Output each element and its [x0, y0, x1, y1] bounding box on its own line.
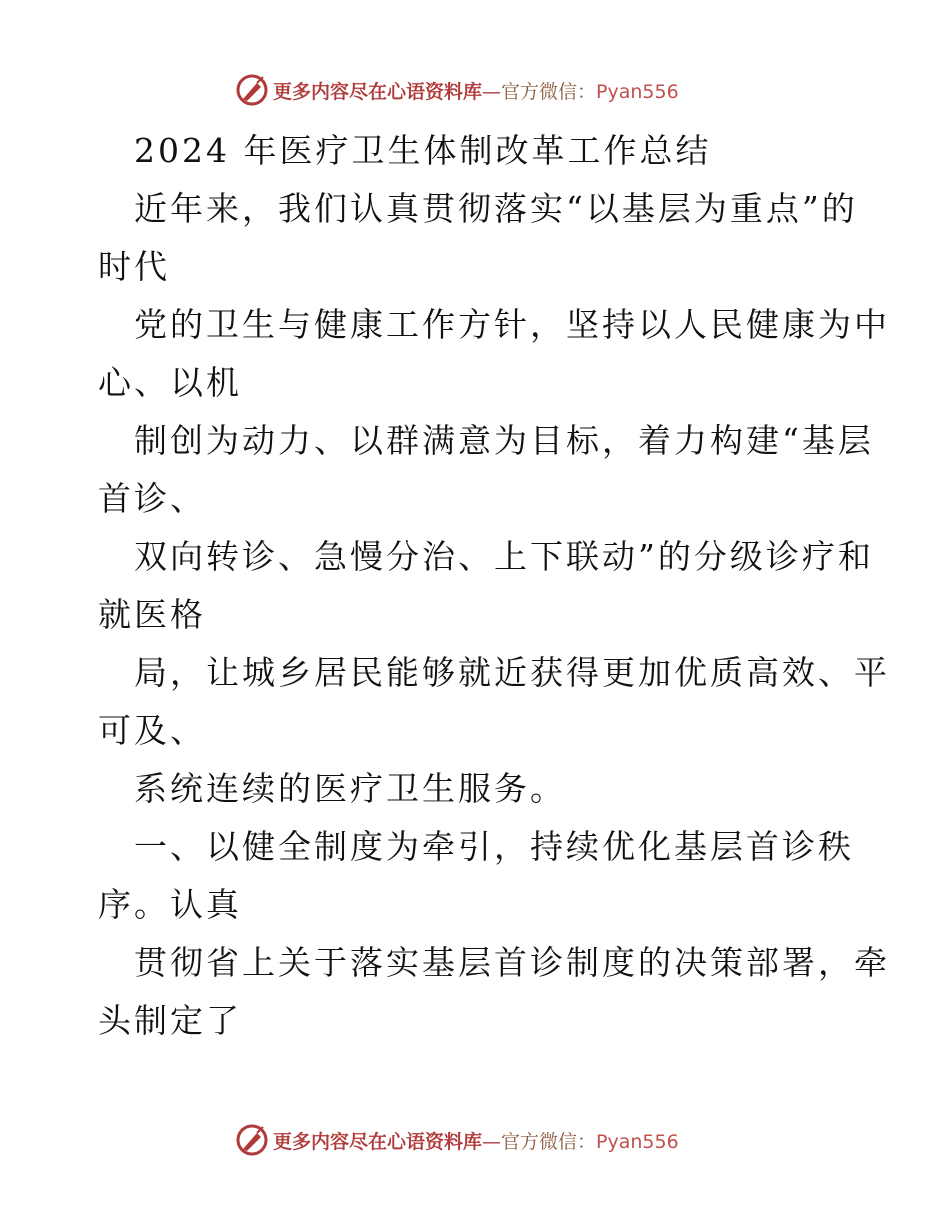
watermark-site: 更多内容尽在心语资料库 — [273, 80, 483, 103]
text-line: 党的卫生与健康工作方针，坚持以人民健康为中 — [134, 305, 890, 344]
watermark-label: 官方微信： — [501, 80, 597, 103]
watermark-label: 官方微信： — [501, 1130, 597, 1153]
quill-seal-icon — [235, 1123, 269, 1157]
text-line: 就医格 — [98, 595, 206, 634]
header-watermark — [235, 70, 715, 110]
watermark-id: Pyan556 — [596, 80, 679, 103]
watermark-id: Pyan556 — [596, 1130, 679, 1153]
text-line: 制创为动力、以群满意为目标，着力构建“基层 — [134, 421, 874, 460]
quill-seal-icon — [235, 73, 269, 107]
footer-watermark — [235, 1120, 715, 1160]
text-line: 时代 — [98, 247, 170, 286]
watermark-dash: — — [482, 1130, 502, 1153]
text-line: 一、以健全制度为牵引，持续优化基层首诊秩 — [134, 827, 854, 866]
text-line: 双向转诊、急慢分治、上下联动”的分级诊疗和 — [134, 537, 874, 576]
document-title: 2024 年医疗卫生体制改革工作总结 — [134, 131, 712, 170]
text-line: 首诊、 — [98, 479, 206, 518]
text-line: 系统连续的医疗卫生服务。 — [134, 769, 566, 808]
watermark-dash: — — [482, 80, 502, 103]
watermark-site: 更多内容尽在心语资料库 — [273, 1130, 483, 1153]
text-line: 近年来，我们认真贯彻落实“以基层为重点”的 — [134, 189, 858, 228]
document-body — [98, 122, 890, 1050]
text-line: 贯彻省上关于落实基层首诊制度的决策部署，牵 — [134, 943, 890, 982]
text-line: 局，让城乡居民能够就近获得更加优质高效、平 — [134, 653, 890, 692]
watermark-text — [273, 77, 679, 104]
text-line: 头制定了 — [98, 1001, 242, 1040]
paragraph-lines — [98, 180, 890, 1050]
watermark-text — [273, 1127, 679, 1154]
text-line: 可及、 — [98, 711, 206, 750]
text-line: 心、以机 — [98, 363, 242, 402]
text-line: 序。认真 — [98, 885, 242, 924]
